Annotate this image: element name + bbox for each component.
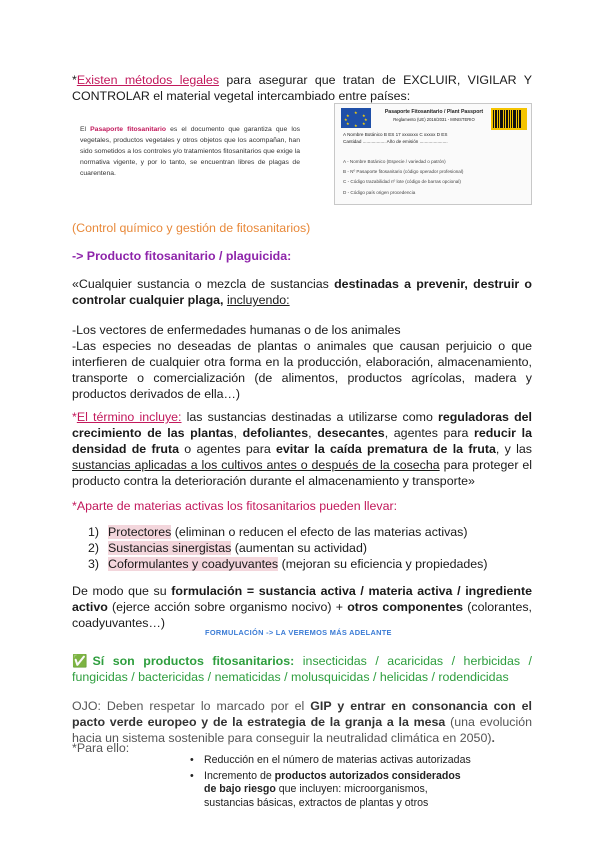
list-item: • Reducción en el número de materias activas autorizadas	[190, 754, 471, 766]
passport-row-b: Cantidad .................. Año de emisión ......................	[343, 139, 448, 144]
list-item: 1) Protectores (eliminan o reducen el efecto de las materias activas)	[88, 525, 468, 539]
definition-paragraph: «Cualquier sustancia o mezcla de sustancias destinadas a prevenir, destruir o controlar cualquier plaga, incluyendo:	[72, 277, 533, 307]
barcode-icon	[491, 108, 527, 130]
bullet-icon: •	[190, 754, 194, 766]
ojo-paragraph: OJO: Deben respetar lo marcado por el GIP y entrar en consonancia con el pacto verde europeo y de la estrategia de la granja a la mesa (una evolución hacia un sistema sostenible para conseguir la neutralidad climática en 2050).	[72, 699, 532, 745]
aparte-heading: *Aparte de materias activas los fitosanitarios pueden llevar:	[72, 499, 398, 513]
list-item: • Incremento de productos autorizados considerados de bajo riesgo que incluyen: microorganismos, sustancias básicas, extractos de plantas y otros	[190, 769, 461, 809]
passport-item: C - Código trazabilidad nº lote (código de barras opcional)	[343, 179, 461, 184]
passport-title: Pasaporte Fitosanitario / Plant Passport	[384, 109, 484, 115]
intro-paragraph: *Existen métodos legales para asegurar que tratan de EXCLUIR, VIGILAR Y CONTROLAR el material vegetal intercambiado entre países:	[72, 73, 532, 103]
additives-list	[88, 524, 488, 572]
formulacion-paragraph: De modo que su formulación = sustancia activa / materia activa / ingrediente activo (ejerce acción sobre organismo nocivo) + otros componentes (colorantes, coadyuvantes…)	[72, 584, 532, 630]
si-son-paragraph: ✅Sí son productos fitosanitarios: insecticidas / acaricidas / herbicidas / fungicidas / bactericidas / nematicidas / molusquicidas / helicidas / rodendicidas	[72, 654, 532, 684]
passport-item: D - Código país origen procedencia	[343, 190, 416, 195]
passport-subtitle: Reglamento (UE) 2016/2031 - MINISTERIO	[393, 117, 475, 122]
vectors-line: -Los vectores de enfermedades humanas o de los animales	[72, 323, 401, 337]
species-paragraph: -Las especies no deseadas de plantas o animales que causan perjuicio o que interfieren de cualquier otra forma en la producción, elaboración, almacenamiento, transporte o comercialización (de alimentos, productos agrícolas, madera y productos derivados de ella…)	[72, 339, 532, 401]
plant-passport-image	[334, 103, 532, 205]
bullet-icon: •	[190, 769, 194, 782]
legal-methods-link: Existen métodos legales	[76, 73, 220, 87]
passport-item: B - Nº Pasaporte fitosanitario (código operador profesional)	[343, 169, 464, 174]
termino-paragraph: *El término incluye: las sustancias destinadas a utilizarse como reguladoras del crecimiento de las plantas, defoliantes, desecantes, agentes para reducir la densidad de fruta o agentes para evitar la caída prematura de la fruta, y las sustancias aplicadas a los cultivos antes o después de la cosecha para proteger el producto contra la deterioración durante el almacenamiento y transporte»	[72, 410, 533, 488]
formulacion-label: FORMULACIÓN -> LA VEREMOS MÁS ADELANTE	[205, 628, 392, 637]
goals-bullet-list	[190, 754, 475, 810]
passport-item: A - Nombre Botánico (Especie / variedad o patrón)	[343, 159, 446, 164]
producto-heading: -> Producto fitosanitario / plaguicida:	[72, 249, 292, 263]
para-ello-label: *Para ello:	[72, 741, 130, 755]
passport-row-a: A Nombre Botánico B ES 17 xxxxxxx C xxxxx D ES	[343, 132, 448, 137]
list-item: 3) Coformulantes y coadyuvantes (mejoran su eficiencia y propiedades)	[88, 557, 488, 571]
eu-flag-icon: ★ ★ ★ ★ ★ ★ ★ ★	[341, 108, 371, 128]
passport-description-image: El Pasaporte fitosanitario es el documento que garantiza que los vegetales, productos vegetales y otros objetos que los acompañan, han sido sometidos a los controles y/o tratamientos fitosanitarios que exige la normativa vigente, y por lo tanto, se encuentran libres de plagas de cuarentena.	[80, 126, 301, 177]
check-icon: ✅	[72, 654, 93, 668]
control-heading: (Control químico y gestión de fitosanitarios)	[72, 221, 311, 235]
list-item: 2) Sustancias sinergistas (aumentan su actividad)	[88, 541, 367, 555]
